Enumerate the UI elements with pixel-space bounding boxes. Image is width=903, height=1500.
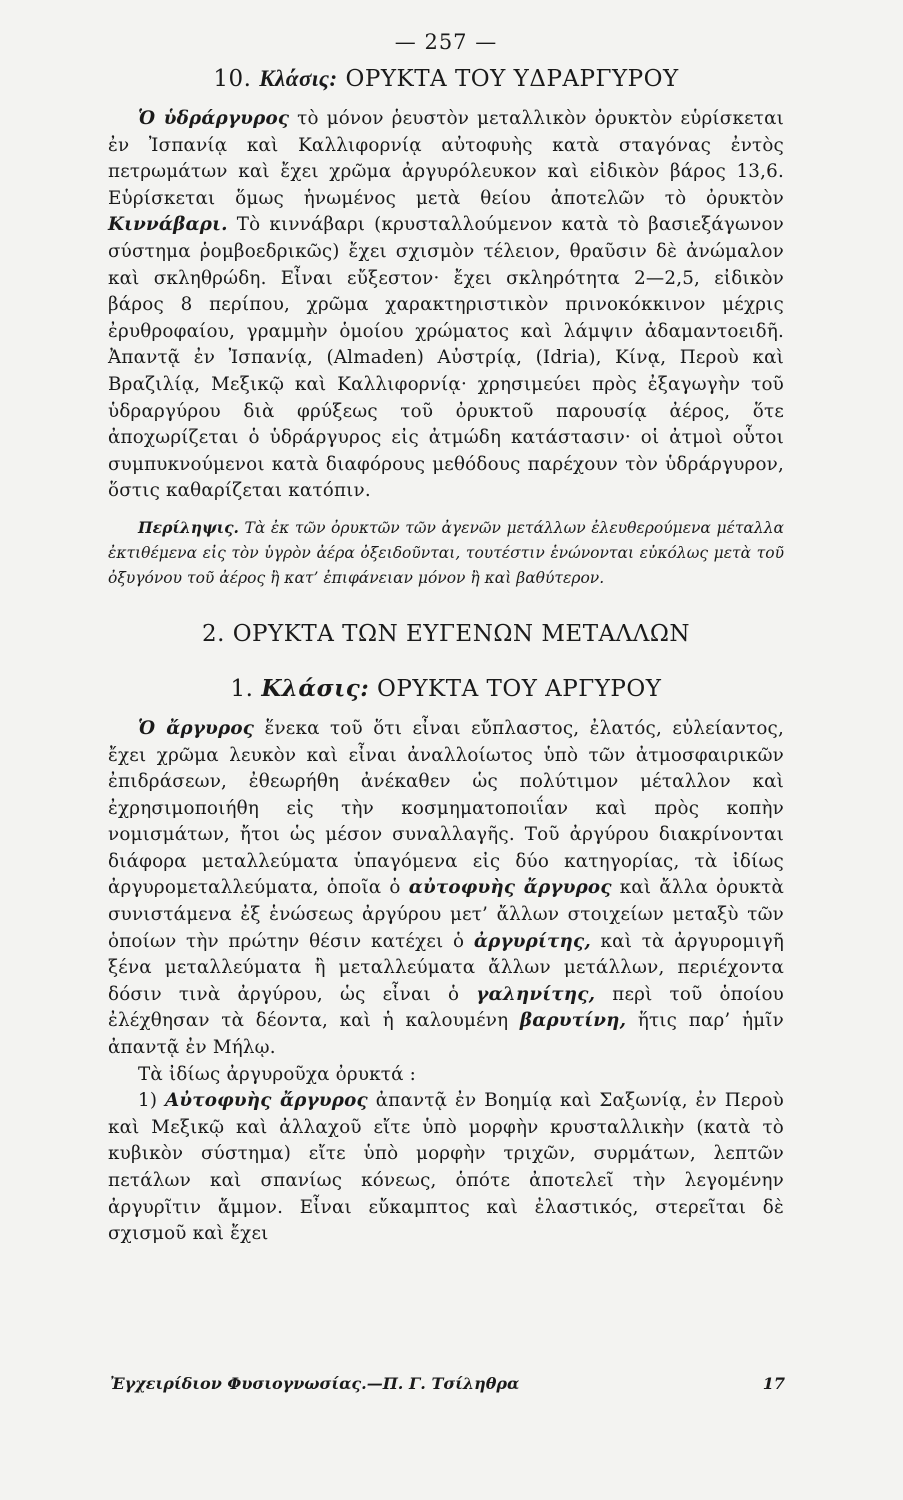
list-number: 1) [138,1090,158,1112]
section-heading: 2. ΟΡΥΚΤΑ ΤΩΝ ΕΥΓΕΝΩΝ ΜΕΤΑΛΛΩΝ [201,620,691,647]
paragraph-text: καὶ τὰ ἀργυρομιγῆ ξένα μεταλλεύματα ἢ μεταλλεύματα ἄλλων μετάλλων, περιέχοντα δόσιν τινὰ ἀργύρου, ὡς εἶναι ὁ [108,930,784,1005]
heading-number: 1. [230,675,254,702]
paragraph-mercury [108,106,784,505]
term: βαρυτίνη, [519,1010,627,1032]
paragraph-text: ἥτις παρ’ ἡμῖν ἀπαντᾷ ἐν Μήλῳ. [108,1010,784,1059]
summary-label: Περίληψις. [138,517,239,537]
lead-term: Ὁ ἄργυρος [138,717,255,739]
lead-term: Ὁ ὑδράργυρος [138,108,290,129]
page-body [108,30,784,1248]
paragraph-native-silver [108,1088,784,1248]
summary-text: Τὰ ἐκ τῶν ὀρυκτῶν τῶν ἀγενῶν μετάλλων ἐλευθερούμενα μέταλλα ἐκτιθέμενα εἰς τὸν ὑγρὸν ἀέρα ὀξειδοῦνται, τουτέστιν ἑνώνονται εὐκόλως μετὰ τοῦ ὀξυγόνου τοῦ ἀέρος ἢ κατ’ ἐπιφάνειαν μόνον ἢ καὶ βαθύτερον. [108,518,784,587]
term: γαληνίτης, [476,983,596,1005]
paragraph-text: περὶ τοῦ ὁποίου ἐλέχθησαν τὰ δέοντα, καὶ ἡ καλουμένη [108,983,784,1032]
paragraph-text: ἀπαντᾷ ἐν Βοημίᾳ καὶ Σαξωνίᾳ, ἐν Περοὺ καὶ Μεξικῷ καὶ ἀλλαχοῦ εἴτε ὑπὸ μορφὴν κρυσταλλικὴν (κατὰ τὸ κυβικὸν σύστημα) εἴτε ὑπὸ μορφὴν τριχῶν, συρμάτων, λεπτῶν πετάλων καὶ σπανίως κόνεως, ὁπότε ἀποτελεῖ τὴν λεγομένην ἀργυρῖτιν ἄμμον. Εἶναι εὔκαμπτος καὶ ἐλαστικός, στερεῖται δὲ σχισμοῦ καὶ ἔχει [108,1090,784,1245]
term: Αὐτοφυὴς ἄργυρος [165,1090,368,1112]
heading-title: ΟΡΥΚΤΑ ΤΟΥ ΑΡΓΥΡΟΥ [377,675,662,702]
heading-mercury [108,66,784,92]
page-number: — 257 — [394,30,498,54]
paragraph-silver-minerals: Τὰ ἰδίως ἀργυροῦχα ὀρυκτά : [138,1063,417,1085]
footer [110,1374,785,1393]
heading-klasis: Κλάσις: [259,66,338,91]
footer-signature-number: 17 [762,1374,785,1393]
paragraph-text: τὸ μόνον ῥευστὸν μεταλλικὸν ὀρυκτὸν εὑρίσκεται ἐν Ἰσπανίᾳ καὶ Καλλιφορνίᾳ αὐτοφυὴς κατὰ σταγόνας ἐντὸς πετρωμάτων καὶ ἔχει χρῶμα ἀργυρόλευκον καὶ εἰδικὸν βάρος 13,6. Εὑρίσκεται ὅμως ἡνωμένος μετὰ θείου ἀποτελῶν τὸ ὀρυκτὸν [108,108,784,209]
heading-silver [108,675,784,702]
term: ἀργυρίτης, [473,930,591,952]
heading-number: 10. [213,66,252,92]
paragraph-text: καὶ ἄλλα ὀρυκτὰ συνιστάμενα ἐξ ἑνώσεως ἀργύρου μετ’ ἄλλων στοιχείων μεταξὺ τῶν ὁποίων τὴν πρώτην θέσιν κατέχει ὁ [108,877,785,952]
paragraph-text: ἕνεκα τοῦ ὅτι εἶναι εὔπλαστος, ἐλατός, εὐλείαντος, ἔχει χρῶμα λευκὸν καὶ εἶναι ἀναλλοίωτος ὑπὸ τῶν ἀτμοσφαιρικῶν ἐπιδράσεων, ἐθεωρήθη ἀνέκαθεν ὡς πολύτιμον μέταλλον καὶ ἐχρησιμοποιήθη εἰς τὴν κοσμηματοποιΐαν καὶ πρὸς κοπὴν νομισμάτων, ἤτοι ὡς μέσον συναλλαγῆς. Τοῦ ἀργύρου διακρίνονται διάφορα μεταλλεύματα ὑπαγόμενα εἰς δύο κατηγορίας, τὰ ἰδίως ἀργυρομεταλλεύματα, ὁποῖα ὁ [108,717,784,899]
paragraph-text: Τὸ κιννάβαρι (κρυσταλλούμενον κατὰ τὸ βασιεξάγωνον σύστημα ῥομβοεδρικῶς) ἔχει σχισμὸν τέλειον, θραῦσιν δὲ ἀνώμαλον καὶ σκληθρώδη. Εἶναι εὔξεστον· ἔχει σκληρότητα 2—2,5, εἰδικὸν βάρος 8 περίπου, χρῶμα χαρακτηριστικὸν πρινοκόκκινον μέχρις ἐρυθροφαίου, γραμμὴν ὁμοίου χρώματος καὶ λάμψιν ἀδαμαντοειδῆ. Ἀπαντᾷ ἐν Ἰσπανίᾳ, (Almaden) Αὐστρίᾳ, (Idria), Κίνᾳ, Περοὺ καὶ Βραζιλίᾳ, Μεξικῷ καὶ Καλλιφορνίᾳ· χρησιμεύει πρὸς ἐξαγωγὴν τοῦ ὑδραργύρου διὰ φρύξεως τοῦ ὀρυκτοῦ παρουσίᾳ ἀέρος, ὅτε ἀποχωρίζεται ὁ ὑδράργυρος εἰς ἀτμώδη κατάστασιν· οἱ ἀτμοὶ οὗτοι συμπυκνούμενοι κατὰ διαφόρους μεθόδους παρέχουν τὸν ὑδράργυρον, ὅστις καθαρίζεται κατόπιν. [108,214,784,502]
paragraph-silver [108,716,784,1062]
term: αὐτοφυὴς ἄργυρος [408,877,612,899]
heading-title: ΟΡΥΚΤΑ ΤΟΥ ΥΔΡΑΡΓΥΡΟΥ [345,66,679,92]
summary [108,515,784,591]
footer-book-title: Ἐγχειρίδιον Φυσιογνωσίας.—Π. Γ. Τσίληθρα [110,1374,520,1393]
heading-klasis: Κλάσις: [261,674,370,702]
term-kinnabari: Κιννάβαρι. [108,214,228,236]
